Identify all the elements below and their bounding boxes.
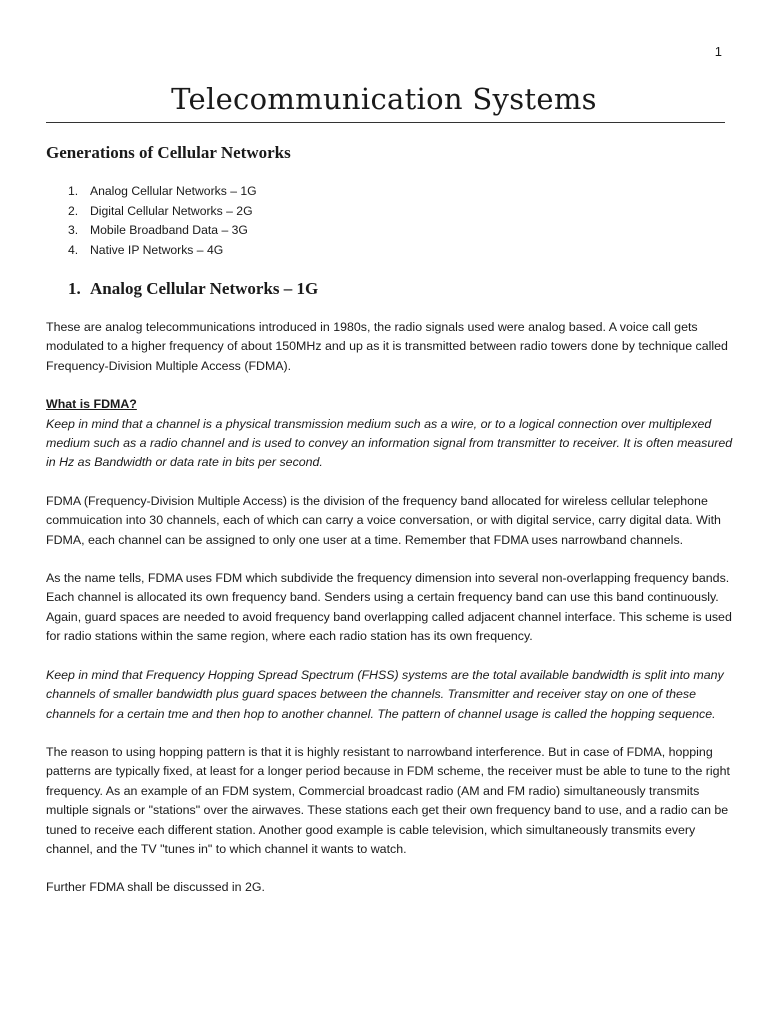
- hopping-reason-paragraph: The reason to using hopping pattern is that it is highly resistant to narrowband interference. But in case of FDMA, hopping patterns are typically fixed, at least for a longer period because in FDM scheme, the receiver must be able to tune to the right frequency. As an example of an FDM system, Commercial broadcast radio (AM and FM radio) simultaneously transmits multiple signals or "stations" over the airwaves. These stations each get their own frequency band to use, and a radio can be tuned to receive each different station. Another good example is cable television, which simultaneously transmits every channel, and the TV "tunes in" to which channel it wants to watch.: [46, 744, 730, 856]
- list-item: [46, 221, 736, 241]
- list-item-number: 3.: [68, 223, 79, 237]
- page-number: 1: [714, 44, 722, 59]
- list-item-number: 4.: [68, 242, 79, 257]
- list-item-label: Analog Cellular Networks – 1G: [90, 184, 257, 198]
- list-item: [46, 202, 736, 222]
- document-title: Telecommunication Systems: [171, 82, 597, 116]
- channel-note-paragraph: Keep in mind that a channel is a physical transmission medium such as a wire, or to a logical connection over multiplexed medium such as a radio channel and is used to convey an information signal from transmitter to receiver. It is often measured in Hz as Bandwidth or data rate in bits per second.: [46, 416, 733, 470]
- list-item-number: 2.: [68, 203, 79, 218]
- list-item: [46, 241, 736, 261]
- section-heading-1g: [46, 278, 736, 300]
- section-title: Analog Cellular Networks – 1G: [90, 279, 319, 298]
- list-item-number: 1.: [68, 184, 79, 198]
- further-note-paragraph: Further FDMA shall be discussed in 2G.: [46, 880, 265, 895]
- list-item: [46, 182, 736, 202]
- fdm-explanation-paragraph: As the name tells, FDMA uses FDM which subdivide the frequency dimension into several non-overlapping frequency bands. Each channel is allocated its own frequency band. Senders using a certain frequency band can use this band continuously. Again, guard spaces are needed to avoid frequency band overlapping called adjacent channel interface. This scheme is used for radio stations within the same region, where each radio station has its own frequency.: [46, 571, 732, 644]
- list-item-label: Mobile Broadband Data – 3G: [90, 223, 248, 237]
- list-item-label: Native IP Networks – 4G: [90, 242, 224, 257]
- fhss-note-paragraph: Keep in mind that Frequency Hopping Spread Spectrum (FHSS) systems are the total available bandwidth is split into many channels of smaller bandwidth plus guard spaces between the channels. Transmitter and receiver stay on one of these channels for a certain tme and then hop to another channel. The pattern of channel usage is called the hopping sequence.: [46, 667, 724, 721]
- section-number: 1.: [68, 279, 81, 298]
- what-is-fdma-heading: What is FDMA?: [46, 397, 137, 412]
- generations-heading: Generations of Cellular Networks: [46, 143, 291, 162]
- generations-list: [46, 182, 736, 260]
- intro-paragraph: These are analog telecommunications introduced in 1980s, the radio signals used were analog based. A voice call gets modulated to a higher frequency of about 150MHz and up as it is transmitted between radio towers done by technique called Frequency-Division Multiple Access (FDMA).: [46, 320, 728, 373]
- what-is-fdma-block: [46, 395, 736, 473]
- document-body: [46, 142, 736, 917]
- list-item-label: Digital Cellular Networks – 2G: [90, 203, 253, 218]
- fdma-definition-paragraph: FDMA (Frequency-Division Multiple Access) is the division of the frequency band allocated for wireless cellular telephone commuication into 30 channels, each of which can carry a voice conversation, or with digital service, carry digital data. With FDMA, each channel can be assigned to only one user at a time. Remember that FDMA uses narrowband channels.: [46, 493, 721, 547]
- title-underline: [46, 122, 725, 123]
